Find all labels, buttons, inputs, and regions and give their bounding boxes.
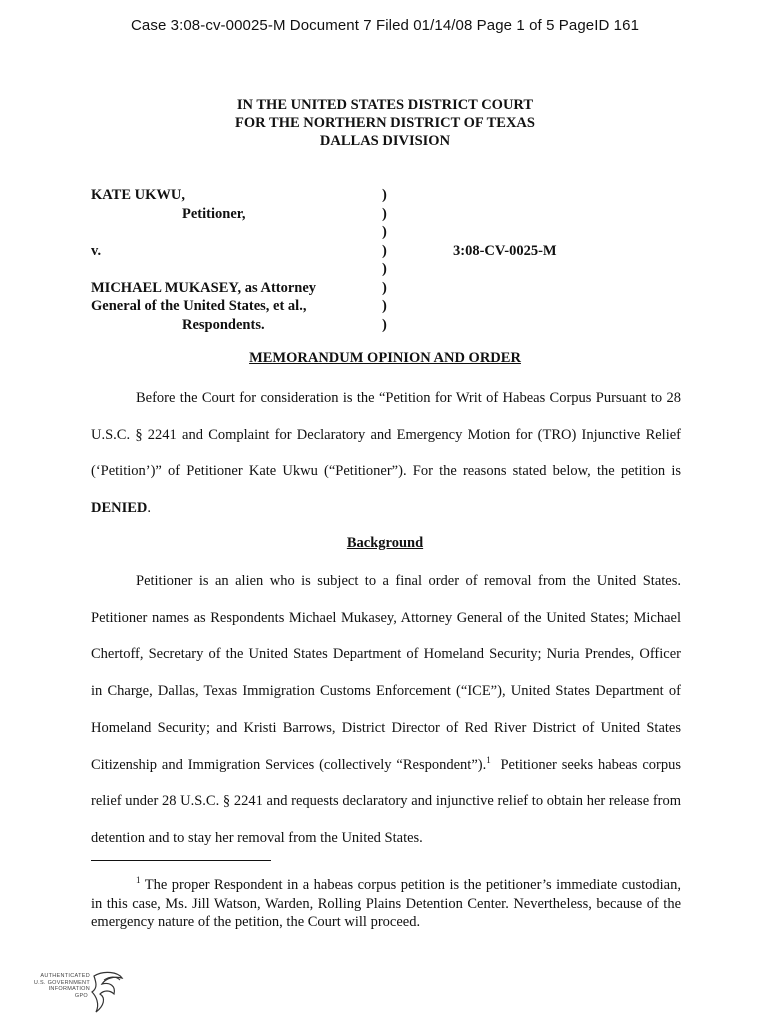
gpo-line-3: INFORMATION [48, 986, 90, 992]
footnote-number: 1 [136, 875, 141, 886]
caption-paren: ) [382, 242, 387, 259]
caption-paren: ) [382, 205, 387, 222]
caption-paren: ) [382, 298, 387, 314]
caption-paren: ) [382, 187, 387, 203]
background-line-5: Homeland Security; and Kristi Barrows, District Director of Red River District of United States [91, 719, 681, 736]
court-line-3: DALLAS DIVISION [319, 133, 451, 149]
court-line-1: IN THE UNITED STATES DISTRICT COURT [236, 97, 534, 113]
gpo-authentication-seal [30, 970, 130, 1015]
caption-paren: ) [382, 224, 387, 240]
court-line-2: FOR THE NORTHERN DISTRICT OF TEXAS [235, 115, 535, 131]
caption-paren: ) [382, 261, 387, 277]
respondent-role: Respondents. [182, 316, 265, 333]
background-line-3: Chertoff, Secretary of the United States Department of Homeland Security; Nuria Prendes, Officer [91, 646, 681, 663]
gpo-seal-text [30, 973, 90, 999]
background-line-1: Petitioner is an alien who is subject to a final order of removal from the United States. [136, 573, 681, 589]
court-heading [0, 96, 770, 150]
document-title: MEMORANDUM OPINION AND ORDER [249, 350, 521, 366]
gpo-line-2: U.S. GOVERNMENT [33, 979, 90, 986]
respondent-line-2: General of the United States, et al., [91, 298, 307, 314]
footnote-text: The proper Respondent in a habeas corpus petition is the petitioner’s immediate custodian, in this case, Ms. Jill Watson, Warden, Rolling Plains Detention Center. Nevertheless, because of the emergency nature of the petition, the Court will proceed. [91, 877, 681, 930]
respondent-line-1: MICHAEL MUKASEY, as Attorney [91, 279, 317, 296]
background-paragraph [91, 563, 681, 857]
footnote-ref: 1 [486, 754, 491, 765]
gpo-line-4: GPO [74, 992, 88, 999]
eagle-icon [90, 970, 126, 1014]
caption-paren: ) [382, 316, 387, 333]
background-line-6a: Citizenship and Immigration Services (collectively “Respondent”). [91, 756, 487, 773]
petitioner-name: KATE UKWU, [91, 187, 185, 203]
intro-paragraph [91, 380, 681, 527]
background-line-8: detention and to stay her removal from the United States. [91, 829, 423, 846]
caption-paren: ) [382, 279, 387, 296]
background-line-2: Petitioner names as Respondents Michael Mukasey, Attorney General of the United States; Michael [91, 609, 681, 626]
gpo-line-1: AUTHENTICATED [40, 973, 90, 979]
background-heading: Background [346, 535, 424, 551]
background-line-6 [91, 747, 681, 784]
petitioner-role: Petitioner, [182, 205, 246, 222]
versus: v. [91, 242, 102, 259]
intro-line-1: Before the Court for consideration is the “Petition for Writ of Habeas Corpus Pursuant to 28 [136, 390, 681, 406]
background-line-7: relief under 28 U.S.C. § 2241 and requests declaratory and injunctive relief to obtain her release from [91, 793, 681, 810]
intro-line-2: U.S.C. § 2241 and Complaint for Declaratory and Emergency Motion for (TRO) Injunctive Relief [91, 426, 681, 443]
footnote [91, 876, 681, 932]
background-line-6b: Petitioner seeks habeas corpus [490, 756, 681, 773]
background-line-4: in Charge, Dallas, Texas Immigration Customs Enforcement (“ICE”), United States Department of [91, 683, 681, 700]
case-number: 3:08-CV-0025-M [453, 242, 557, 259]
case-header: Case 3:08-cv-00025-M Document 7 Filed 01/14/08 Page 1 of 5 PageID 161 [130, 17, 640, 34]
intro-line-3: (‘Petition’)” of Petitioner Kate Ukwu (“Petitioner”). For the reasons stated below, the petition is [91, 463, 681, 480]
intro-line-4 [91, 490, 681, 527]
footnote-rule [91, 860, 271, 861]
denied-period: . [147, 500, 152, 517]
denied-text: DENIED [91, 500, 148, 517]
case-caption [91, 186, 691, 334]
